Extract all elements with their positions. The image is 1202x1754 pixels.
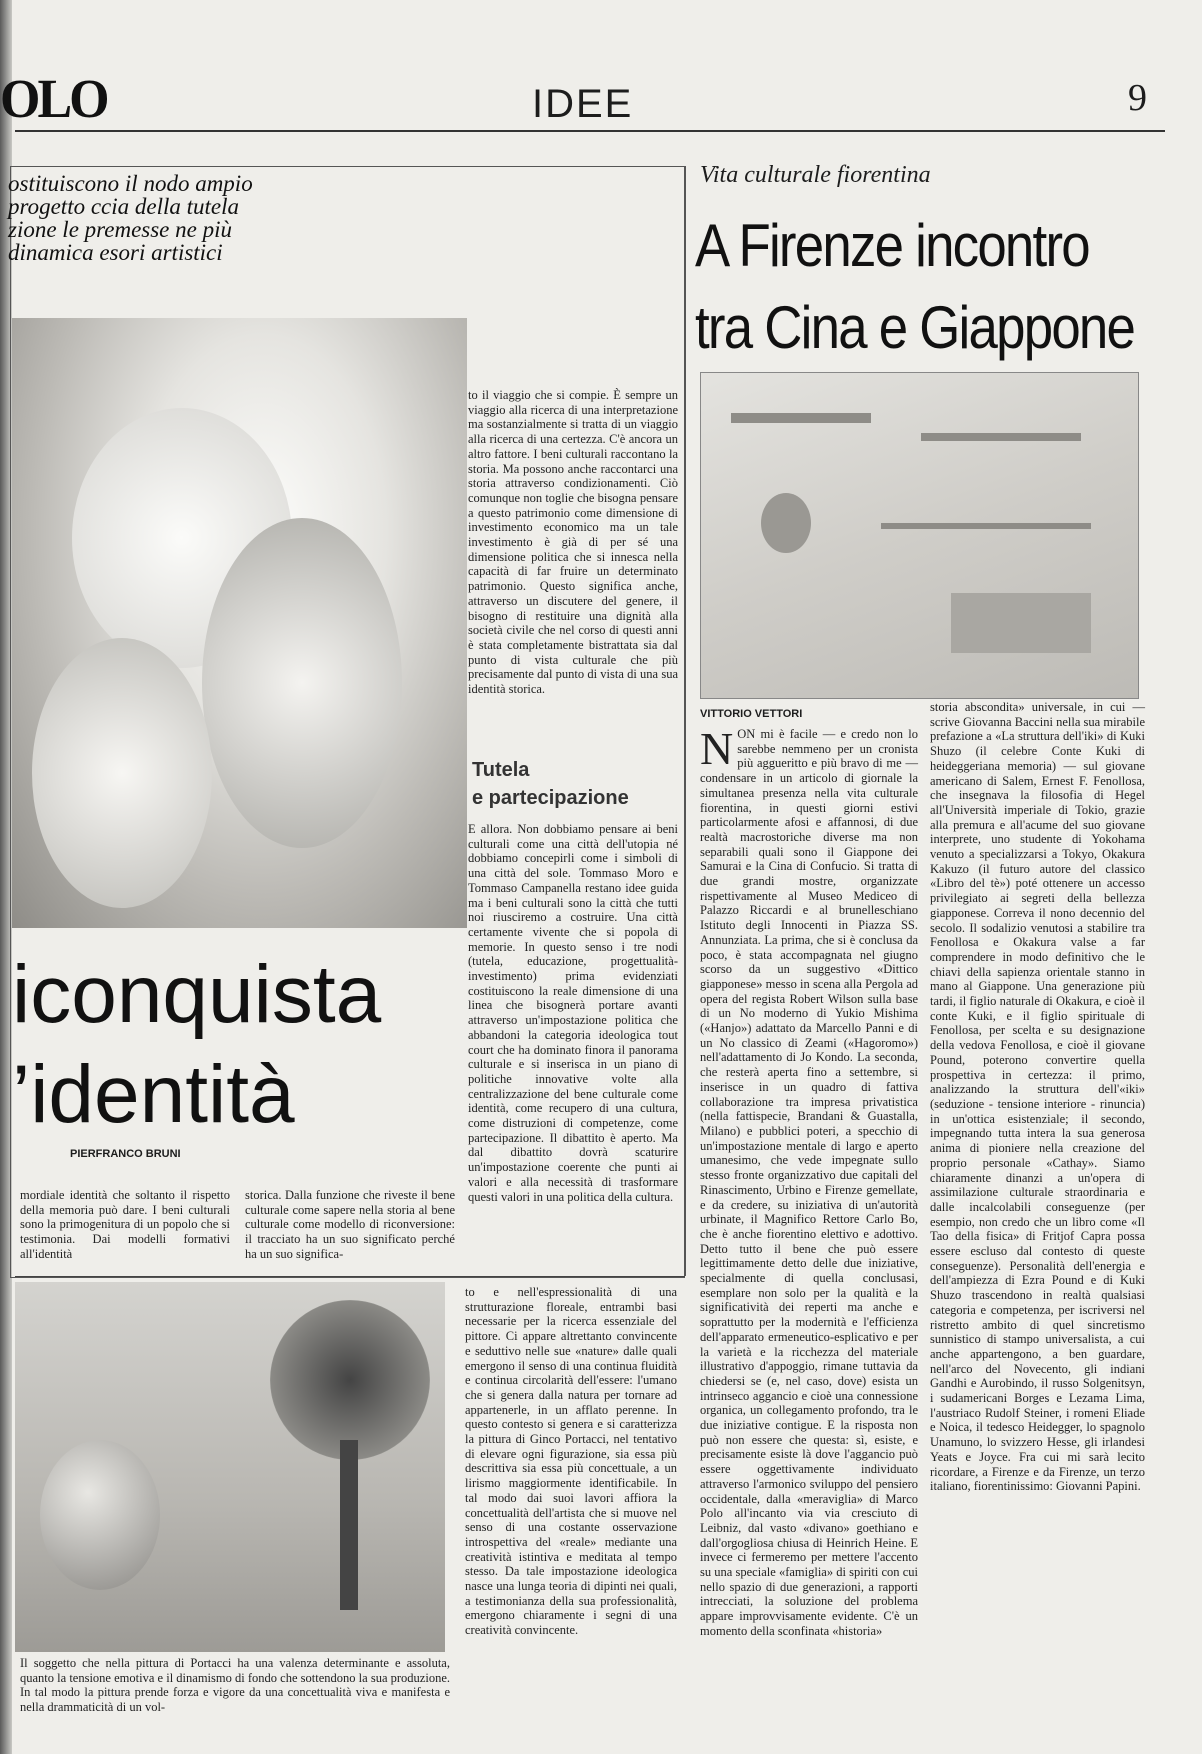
left-headline — [12, 945, 381, 1145]
left-column-c: to il viaggio che si compie. È sempre un viaggio alla ricerca di una interpretazione ma sostanzialmente si tratta di un viaggio alla ricerca di una certezza. C'è ancora un altro fattore. I beni culturali raccontano la storia. Ma possono anche raccontarci una storia attraverso condizionamenti. Ciò comunque non toglie che bisogna pensare a questo patrimonio come dimensione di investimento economico ma un tale investimento è già di per sé una dimensione politica che si innesca nella capacità di far fruire un determinato patrimonio. Questo significa anche, attraverso un discutere del genere, il bisogno di restituire una dignità alla società civile che nel corso di questi anni è stata completamente bistrattata sia dal punto di vista culturale che più precisamente dal punto di vista di una sua identità storica. — [468, 388, 678, 697]
page-number: 9 — [1128, 77, 1147, 119]
right-kicker: Vita culturale fiorentina — [700, 162, 931, 188]
section-title: IDEE — [532, 82, 634, 126]
left-headline-line-2: ’identità — [12, 1049, 295, 1140]
left-kicker: ostituiscono il nodo ampio progetto ccia della tutela zione le premesse ne più dinamica esori artistici — [8, 171, 253, 265]
mid-rule — [15, 1276, 685, 1277]
left-column-d: to e nell'espressionalità di una strutturazione floreale, entrambi basi necessarie per la ricerca essenziale del pittore. Ci appare altrettanto convincente e seduttivo nelle sue «nature» dalle quali emergono il senso di una continua fluidità e continua circolarità dell'essere: l'umano che si genera dalla natura per tornare ad appartenerle, in un afflato perenne. In questo contesto si genera e si caratterizza la pittura di Ginco Portacci, nel tentativo di elevare ogni figurazione, sia essa più descrittiva sia essa più concettuale, a un lirismo maggiormente identificabile. In tal modo dai suoi lavori affiora la concettualità dell'artista che si muove nel senso di una costante osservazione introspettiva del «reale» mediante una creatività istintiva e meditata al tempo stesso. Da tale impostazione ideologica nasce una lunga teoria di dipinti nei quali, a testimonianza della sua professionalità, emergono chiaramente i segni di una creatività convincente. — [465, 1285, 677, 1638]
right-byline: VITTORIO VETTORI — [700, 708, 803, 720]
right-headline — [695, 205, 1134, 369]
caption-part-a: Il soggetto che nella pittura di Portacci ha una valenza determinante e assoluta, quanto la tensione emotiva e il dinamismo di fondo che sottendono la — [20, 1656, 450, 1685]
header-rule — [15, 130, 1165, 132]
left-column-a: mordiale identità che soltanto il rispetto della memoria può dare. I beni culturali sono la primogenitura di un popolo che si testimonia. Dai modelli formativi all'identità — [20, 1188, 230, 1261]
japanese-painting — [700, 372, 1139, 699]
left-column-c2: E allora. Non dobbiamo pensare ai beni culturali come una città dell'utopia né dobbiamo concepirli come i simboli di una città del sole. Tommaso Moro e Tommaso Campanella restano idee guida ma i beni culturali sono la città che tutti noi riusciremo a costruire. Una città certamente vivente che si popola di memorie. In questo senso i tre nodi (tutela, educazione, progettualità-investimento) prima evidenziati costituiscono la reale dimensione di una linea che bisognerà portare avanti attraverso un'impostazione politica che abbandoni la categoria ideologica tout court che ha dominato finora il panorama culturale e si inserisca in un piano di politiche innovative volte alla centralizzazione del bene culturale come identità, come recupero di una cultura, come distruzioni di competenze, come partecipazione. Il dibattito è aperto. Ma dal dibattito dovrà scaturire un'impostazione coerente che punti ai valori e alla necessità di trasformare questi valori in una politica della cultura. — [468, 822, 678, 1204]
left-column-b: storica. Dalla funzione che riveste il bene culturale come sapere nella storia al bene culturale come modello di riconversione: il tracciato ha un suo significato perché ha un suo significa- — [245, 1188, 455, 1261]
left-subhead-line-2: e partecipazione — [472, 787, 629, 809]
drop-cap: N — [700, 723, 734, 774]
left-byline: PIERFRANCO BRUNI — [70, 1148, 181, 1160]
vase-shape — [40, 1440, 160, 1590]
tree-trunk — [340, 1440, 358, 1610]
right-column-e-text: ON mi è facile — e credo non lo sarebbe nemmeno per un cronista più aggueritto e più bravo di me — condensare in un articolo di giornale la simultanea presenza nella vita culturale fiorentina, in questi giorni estivi particolarmente afosi e affannosi, di due realtà macrostoriche diverse ma non separabili quali sono il Giappone dei Samurai e la Cina di Confucio. Si tratta di due grandi mostre, organizzate rispettivamente al Museo Mediceo di Palazzo Riccardi e al brunelleschiano Istituto degli Innocenti in Piazza SS. Annunziata. La prima, che si è conclusa da poco, è stata accompagnata nel giugno scorso da un suggestivo «Dittico giapponese» messo in scena alla Pergola ad opera del regista Robert Wilson sulla base di un No moderno di Yukio Mishima («Hanjo») adattato da Marcello Panni e di un No classico di Zeami («Hagoromo») nell'adattamento di Jo Kondo. La seconda, che resterà aperta fino a settembre, si inserisce in un quadro di fattiva collaborazione tra impresa privatistica (nella fattispecie, Brandani & Guastalla, Milano) e pubblici poteri, a specchio di un'impostazione mentale di largo e aperto umanesimo, che vede impegnate sullo stesso fronte organizzativo due capitali del Rinascimento, Urbino e Firenze gemellate, e da credere, su iniziativa di un'autorità urbinate, il Magnifico Rettore Carlo Bo, che è anche fiorentino elettivo e adottivo. Detto tutto il bene che può essere legittimamente detto delle due iniziative, specialmente di quella conclusasi, esemplare non solo per la qualità e la significatività dei reperti ma anche e soprattutto per la modernità e l'efficienza dell'apparato ermeneutico-esplicativo e per la varietà e la ricchezza del materiale illustrativo d'appoggio, rimane tuttavia da chiedersi se (e, nel caso, dove) esista un intrinseco aggancio e cioè una connessione organica, un collegamento profondo, tra le due iniziative contigue. E la risposta non può non essere che questa: sì, esiste, e precisamente esiste là dove l'aggancio può essere oggettivamente individuato attraverso l'armonico sviluppo del pensiero occidentale, dalla «meraviglia» di Marco Polo all'incanto via via cresciuto di Leibniz, dal vasto «divano» goethiano e dall'orgogliosa chiusa di Heinrich Heine. E invece ci fermeremo per mettere l'accento su una speciale «famiglia» di spiriti con cui nello spazio di due generazioni, a rapporti intrecciati, la soluzione del problema appare improvvisamente evidente. C'è un momento della sconfinata «historia» — [700, 727, 918, 1638]
right-column-e — [700, 723, 918, 1639]
column-divider — [685, 166, 686, 1276]
painting-caption — [20, 1656, 450, 1715]
right-column-f: storia abscondita» universale, in cui — scrive Giovanna Baccini nella sua mirabile prefazione a «La struttura dell'iki» di Kuki Shuzo (il celebre Conte Kuki di heideggeriana memoria) — sul giovane americano di Salem, Ernest F. Fenollosa, che insegnava la filosofia di Hegel all'Università imperiale di Tokio, grazie alla premura e all'acume del suo giovane interprete, uno studente di Yokohama venuto a specializzarsi a Tokyo, Okakura Kakuzo (il futuro autore del classico «Libro del tè») poté ottenere un accesso privilegiato ai segreti della bellezza giapponese. Correva il nono decennio del secolo. Il sodalizio venutosi a stabilire tra Fenollosa e Okakura valse a far comprendere in modo definitivo che le chiavi della sapienza orientale stanno in mano al Giappone. Una generazione più tardi, il figlio naturale di Okakura, e cioè il conte Kuki, e il figlio spirituale di Fenollosa, per scelta e su designazione della vedova Fenollosa, e cioè il giovane Pound, poterono convertire quella prospettiva in certezza: il primo, analizzando la struttura dell'«iki» (seduzione - tensione interiore - rinuncia) in un'ottica esistenziale; il secondo, impegnando tutta intera la sua generosa anima di pioniere nella creazione del proprio personale «Cathay». Siamo chiaramente dinanzi a un'opera di assimilazione culturale straordinaria e dalle incalcolabili conseguenze (per esempio, non credo che un libro come «Il Tao della fisica» di Fritjof Capra possa essere escluso dal contesto di queste conseguenze). Personalità dell'energia e dell'ampiezza di Ezra Pound e di Kuki Shuzo trascendono in realtà qualsiasi categoria e competenza, per iscriversi nel ristretto ambito di quel sincretismo sunnistico di stampo universalista, a cui anche appartengono, a ben guardare, nell'arco del Novecento, gli indiani Gandhi e Aurobindo, il russo Solgenitsyn, i sudamericani Borges e Lezama Lima, l'austriaco Rudolf Steiner, i romeni Eliade e Noica, il tedesco Heidegger, lo spagnolo Unamuno, lo svizzero Hesse, gli irlandesi Yeats e Joyce. Fra cui mi sarà lecito ricordare, a Firenze e da Firenze, un terzo italiano, fiorentinissimo: Giovanni Papini. — [930, 700, 1145, 1494]
statue-photo — [12, 318, 467, 928]
left-headline-line-1: iconquista — [12, 949, 382, 1040]
left-subhead-line-1: Tutela — [472, 759, 530, 781]
right-headline-line-2: tra Cina e Giappone — [695, 294, 1135, 361]
tree-shape — [270, 1300, 430, 1460]
left-subhead — [472, 756, 629, 812]
masthead-logo: OLO — [0, 69, 107, 130]
caption-part-b: sua produzione. In tal modo la pittura prende forza e vigore da una concettualità viva e manifesta e nella drammaticità di un vol- — [20, 1670, 451, 1715]
right-headline-line-1: A Firenze incontro — [695, 212, 1089, 279]
